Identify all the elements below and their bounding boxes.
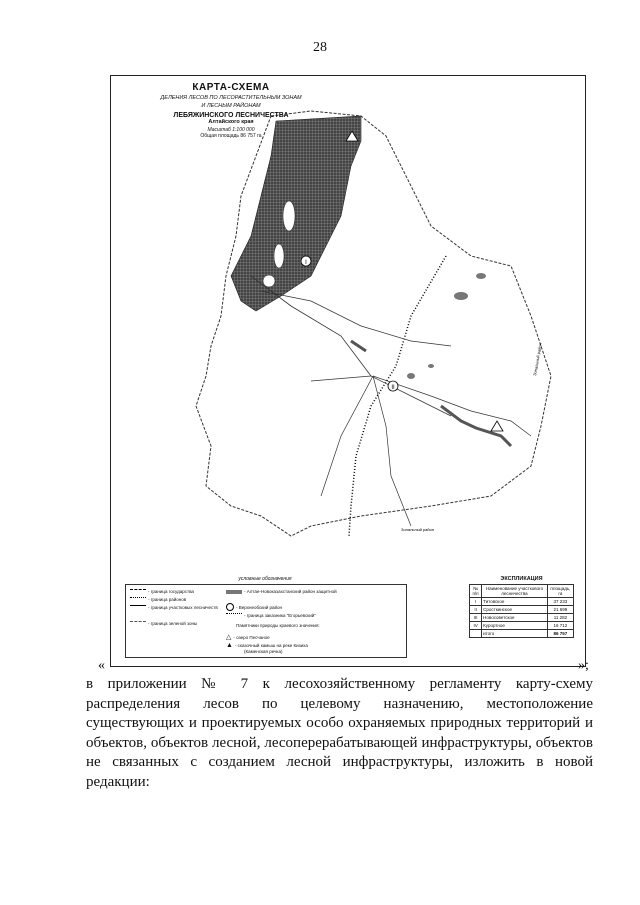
road bbox=[373, 376, 411, 526]
legend-box bbox=[125, 584, 407, 658]
quote-open: « bbox=[98, 658, 105, 673]
legend bbox=[125, 576, 405, 661]
explication-table bbox=[469, 584, 574, 638]
forest-strip bbox=[351, 341, 366, 351]
explication-title: ЭКСПЛИКАЦИЯ bbox=[500, 576, 543, 582]
legend-title: условные обозначения bbox=[238, 576, 292, 582]
road bbox=[261, 291, 451, 346]
table-row: III Новосоветское 11 282 bbox=[470, 614, 574, 622]
table-row: IV Курортное 16 712 bbox=[470, 622, 574, 630]
map-title: КАРТА-СХЕМА bbox=[192, 82, 270, 93]
table-row: I Титовское 37 233 bbox=[470, 598, 574, 606]
table-header-row: № п/п Наименование участкового лесничества площадь, га bbox=[470, 585, 574, 598]
lake bbox=[263, 275, 275, 287]
forest-patch bbox=[476, 273, 486, 279]
map-area: Общая площадь 86 757 га bbox=[200, 133, 262, 139]
legend-item: - граница заказника "Егорьевский" bbox=[226, 613, 316, 618]
body-paragraph: в приложении № 7 к лесохозяйственному регламенту карту-схему распределения лесов по целевому назначению, местоположение существующих и проектируемых особо охраняемых природных территорий и объектов, объектов лесной, лесоперерабатывающей инфраструктуры, объектов не связанных с созданием лесной инфраструктуры, изложить в новой редакции: bbox=[86, 676, 593, 790]
legend-item: - граница зеленой зоны bbox=[130, 621, 197, 626]
triangle-icon: ▲ bbox=[226, 642, 233, 649]
legend-item: △ - озеро Песчаное bbox=[226, 634, 270, 641]
road bbox=[321, 376, 373, 496]
explication bbox=[469, 576, 574, 638]
forest-patch bbox=[454, 292, 468, 300]
map-forestry: ЛЕБЯЖИНСКОГО ЛЕСНИЧЕСТВА bbox=[173, 112, 289, 119]
road-label-south: Зональный район bbox=[401, 527, 435, 532]
map-subtitle-1: ДЕЛЕНИЯ ЛЕСОВ ПО ЛЕСОРАСТИТЕЛЬНЫМ ЗОНАМ bbox=[160, 95, 302, 101]
page-number: 28 bbox=[313, 40, 327, 55]
forest-patch bbox=[407, 373, 415, 379]
legend-item: Памятники природы краевого значения: bbox=[236, 623, 320, 628]
road-label-east: Зональный район bbox=[532, 342, 543, 377]
quote-close: »; bbox=[578, 658, 589, 673]
district-boundary bbox=[196, 111, 551, 536]
lake bbox=[283, 201, 295, 231]
triangle-icon: △ bbox=[226, 634, 232, 641]
lake bbox=[274, 244, 284, 268]
legend-item: - граница районов bbox=[130, 597, 186, 602]
triangle-icon bbox=[491, 421, 503, 431]
forest-area bbox=[231, 116, 361, 311]
map-title-block bbox=[131, 82, 331, 139]
legend-item: - граница участковых лесничеств bbox=[130, 605, 218, 610]
forest-patch bbox=[428, 364, 434, 368]
map-scale: Масштаб 1:100 000 bbox=[207, 127, 255, 133]
marker-one: I bbox=[305, 260, 307, 266]
map-frame bbox=[110, 75, 586, 667]
table-total-row: итого 86 757 bbox=[470, 630, 574, 638]
legend-item: ▲ - сказочный камыш на реке Кизиха bbox=[226, 642, 308, 649]
map-subtitle-2: И ЛЕСНЫМ РАЙОНАМ bbox=[201, 103, 261, 109]
legend-item: (Каменская речка) bbox=[244, 649, 283, 654]
marker-two: II bbox=[391, 385, 395, 391]
legend-item: - Алтае-Новоказахстанский район защитной bbox=[226, 589, 337, 594]
legend-item: - граница государства bbox=[130, 589, 194, 594]
legend-item: - Верхнеобский район bbox=[226, 603, 282, 611]
table-row: II Сросткинское 21 699 bbox=[470, 606, 574, 614]
map-region: Алтайского края bbox=[208, 119, 254, 125]
